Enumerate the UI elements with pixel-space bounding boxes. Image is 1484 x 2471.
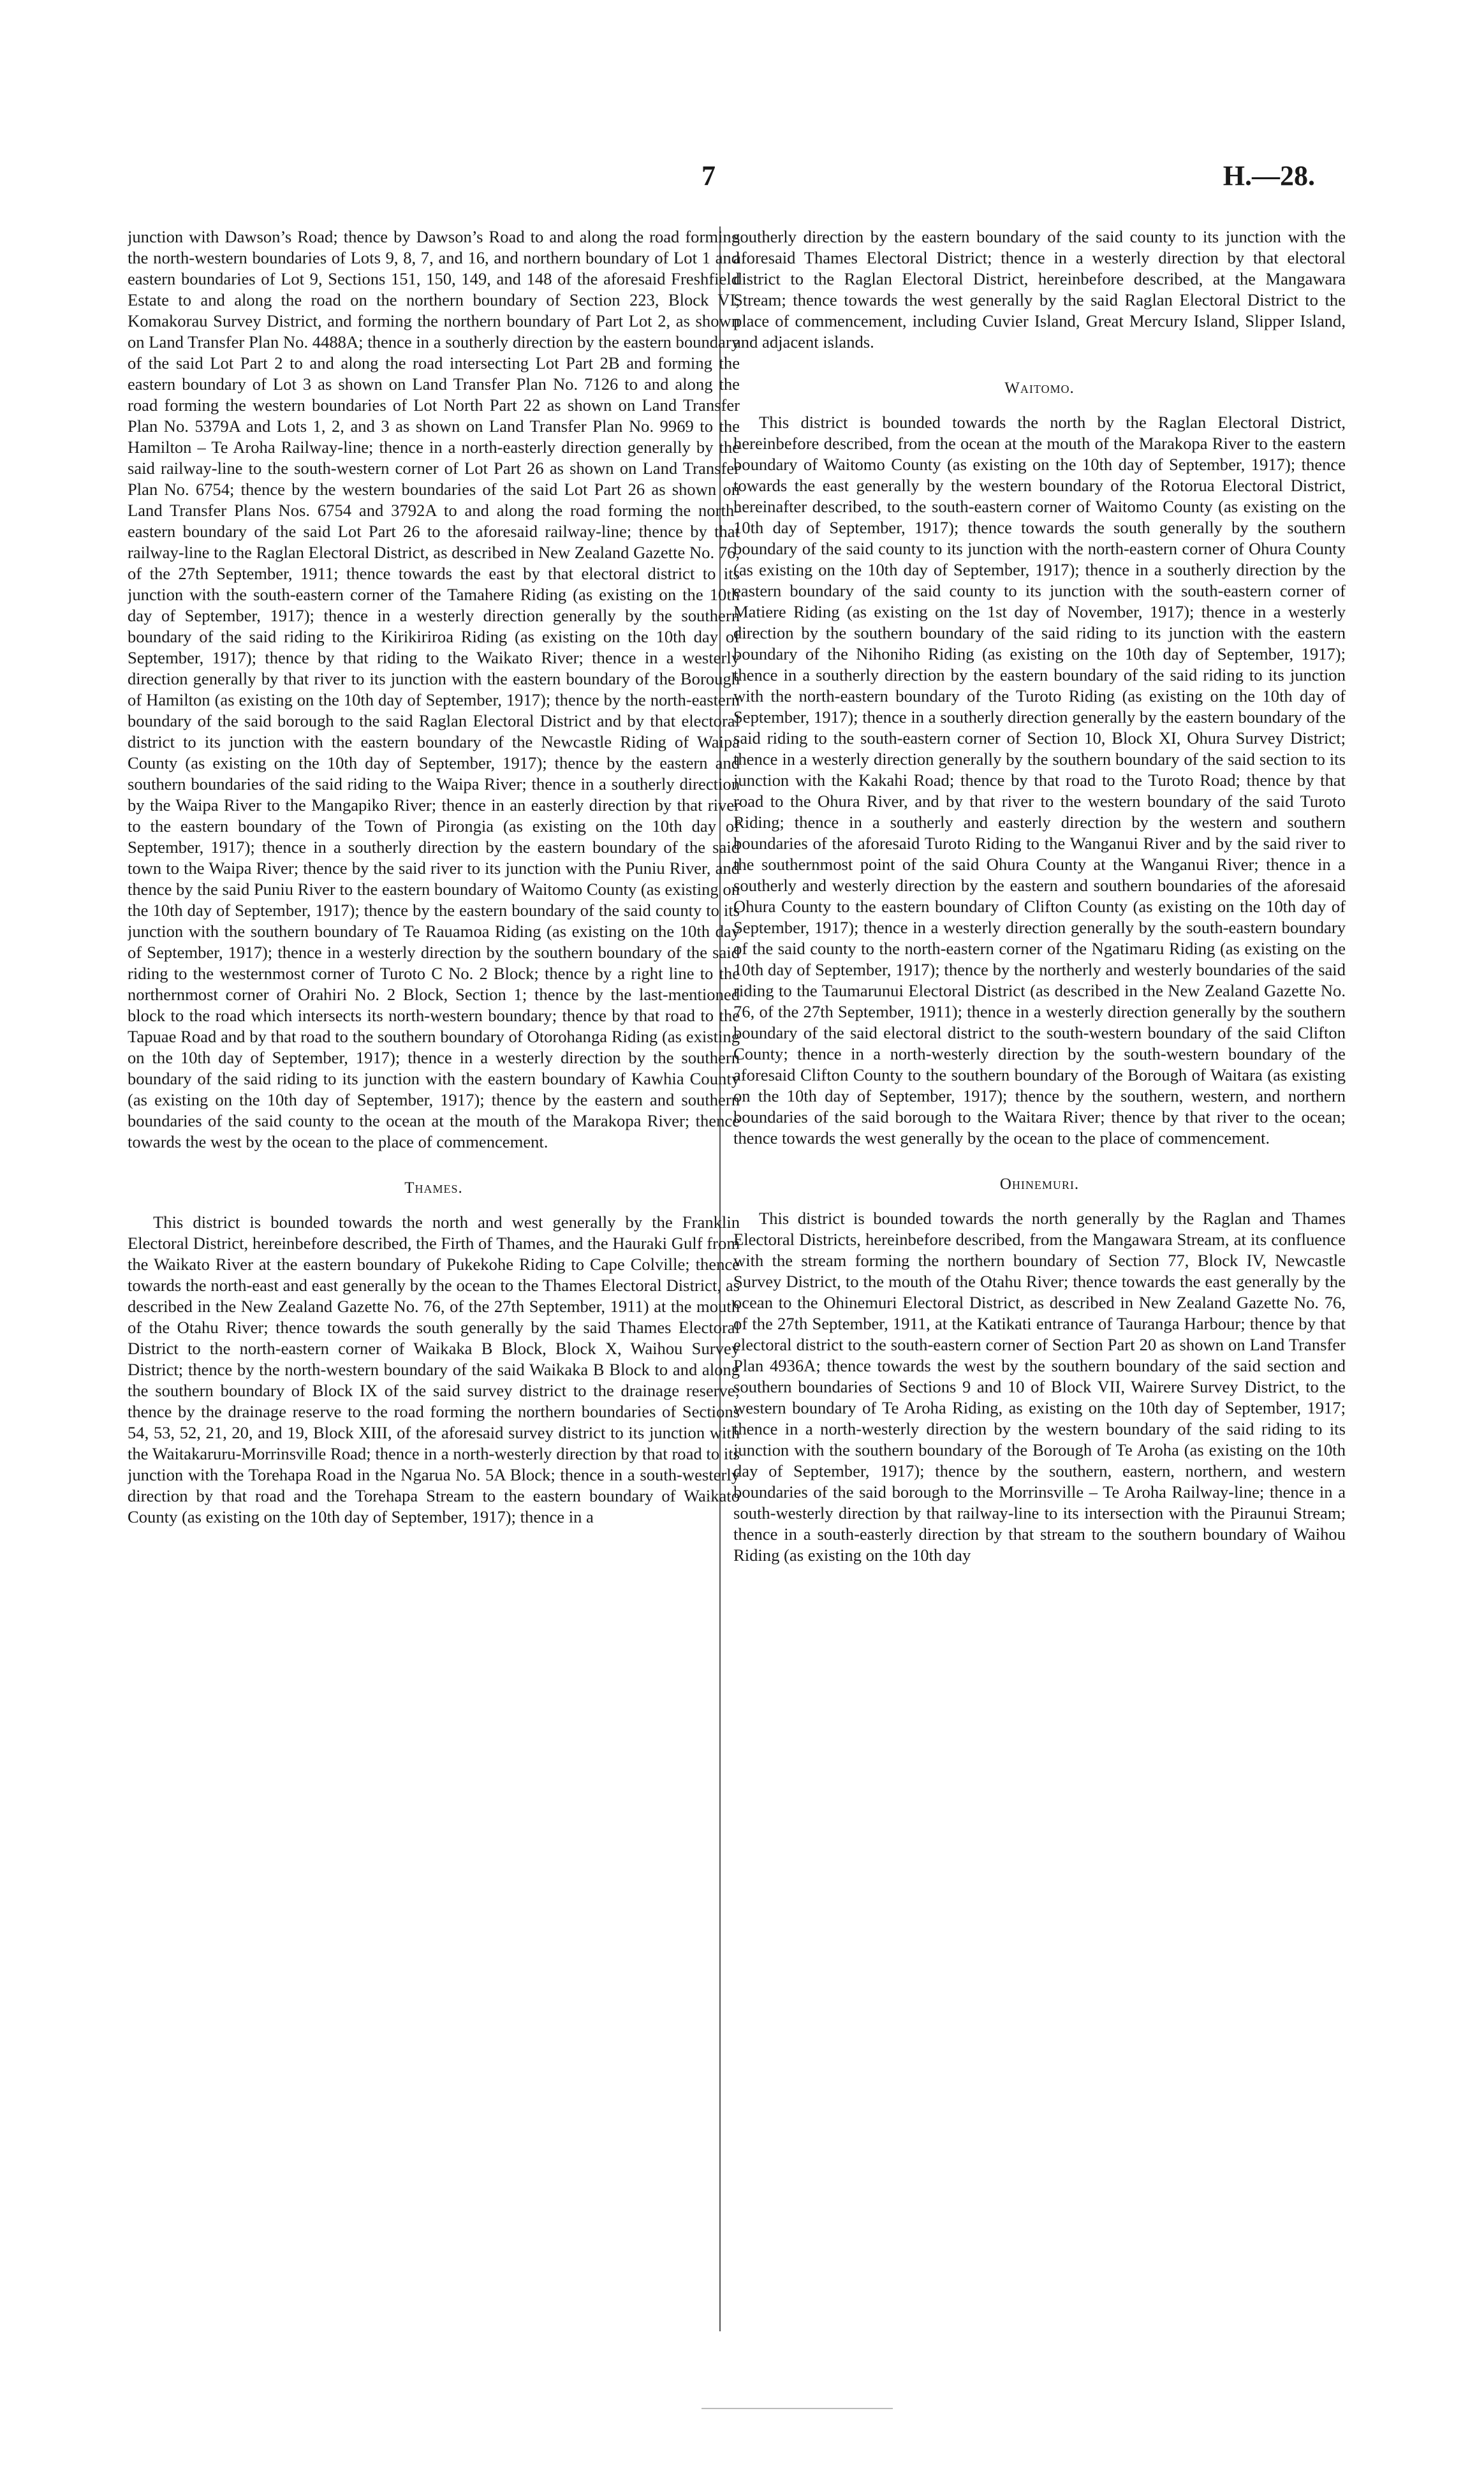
page-number: 7 [702,160,716,191]
document-reference: H.—28. [1223,160,1315,191]
paragraph-thames: This district is bounded towards the north and west generally by the Franklin Electoral District, hereinbefore described, the Firth of Thames, and the Hauraki Gulf from the Waikato River at the eastern boundary of Pukekohe Riding to Cape Colville; thence towards the north-east and east generally by the ocean to the Thames Electoral District, as described in the New Zealand Gazette No. 76, of the 27th September, 1911) at the mouth of the Otahu River; thence towards the south generally by the said Thames Electoral District to the north-eastern corner of Waikaka B Block, Block X, Waihou Survey District; thence by the north-western boundary of the said Waikaka B Block to and along the southern boundary of Block IX of the said survey district to the drainage reserve; thence by the drainage reserve to the road forming the northern boundaries of Sections 54, 53, 52, 21, 20, and 19, Block XIII, of the aforesaid survey district to its junction with the Waitakaruru-Morrinsville Road; thence in a north-westerly direction by that road to its junction with the Torehapa Road in the Ngarua No. 5A Block; thence in a south-westerly direction by that road and the Torehapa Stream to the eastern boundary of Waikato County (as existing on the 10th day of September, 1917); thence in a [128,1213,740,1527]
paragraph-ohinemuri: This district is bounded towards the north generally by the Raglan and Thames Electoral Districts, hereinbefore described, from the Mangawara Stream, at its confluence with the stream forming the northern boundary of Section 77, Block IV, Newcastle Survey District, to the mouth of the Otahu River; thence towards the east generally by the ocean to the Ohinemuri Electoral District, as described in New Zealand Gazette No. 76, of the 27th September, 1911, at the Katikati entrance of Tauranga Harbour; thence by that electoral district to the south-eastern corner of Section Part 20 as shown on Land Transfer Plan 4936A; thence towards the west by the southern boundary of the said section and southern boundaries of Sections 9 and 10 of Block VII, Wairere Survey District, to the western boundary of Te Aroha Riding, as existing on the 10th day of September, 1917; thence in a north-westerly direction by the western boundary of the said riding to its junction with the southern boundary of the Borough of Te Aroha (as existing on the 10th day of September, 1917); thence by the southern, eastern, northern, and western boundaries of the said borough to the Morrinsville – Te Aroha Railway-line; thence in a south-westerly direction by that railway-line to its intersection with the Piraunui Stream; thence in a south-easterly direction by that stream to the southern boundary of Waihou Riding (as existing on the 10th day [733,1209,1346,1565]
heading-waitomo: Waitomo. [1004,380,1075,397]
left-paragraph-continuation: junction with Dawson’s Road; thence by Dawson’s Road to and along the road forming the north-western boundaries of Lots 9, 8, 7, and 16, and northern boundary of Lot 1 and eastern boundaries of Lot 9, Sections 151, 150, 149, and 148 of the aforesaid Freshfield Estate to and along the road on the northern boundary of Section 223, Block VI, Komakorau Survey District, and forming the northern boundary of Part Lot 2, as shown on Land Transfer Plan No. 4488A; thence in a southerly direction by the eastern boundary of the said Lot Part 2 to and along the road intersecting Lot Part 2B and forming the eastern boundary of Lot 3 as shown on Land Transfer Plan No. 7126 to and along the road forming the western boundaries of Lot North Part 22 as shown on Land Transfer Plan No. 5379A and Lots 1, 2, and 3 as shown on Land Transfer Plan No. 9969 to the Hamilton – Te Aroha Railway-line; thence in a north-easterly direction generally by the said railway-line to the south-western corner of Lot Part 26 as shown on Land Transfer Plan No. 6754; thence by the western boundaries of the said Lot Part 26 as shown on Land Transfer Plans Nos. 6754 and 3792A to and along the road forming the north-eastern boundary of the said Lot Part 26 to the aforesaid railway-line; thence by that railway-line to the Raglan Electoral District, as described in New Zealand Gazette No. 76, of the 27th September, 1911; thence towards the east by that electoral district to its junction with the south-eastern corner of the Tamahere Riding (as existing on the 10th day of September, 1917); thence in a westerly direction generally by the southern boundary of the said riding to the Kirikiriroa Riding (as existing on the 10th day of September, 1917); thence by that riding to the Waikato River; thence in a westerly direction generally by that river to its junction with the eastern boundary of the Borough of Hamilton (as existing on the 10th day of September, 1917); thence by the north-eastern boundary of the said borough to the said Raglan Electoral District and by that electoral district to its junction with the eastern boundary of the Newcastle Riding of Waipa County (as existing on the 10th day of September, 1917); thence by the eastern and southern boundaries of the said riding to the Waipa River; thence in a southerly direction by the Waipa River to the Mangapiko River; thence in an easterly direction by that river to the eastern boundary of the Town of Pirongia (as existing on the 10th day of September, 1917); thence in a southerly direction by the eastern boundary of the said town to the Waipa River; thence by the said river to its junction with the Puniu River, and thence by the said Puniu River to the eastern boundary of Waitomo County (as existing on the 10th day of September, 1917); thence by the eastern boundary of the said county to its junction with the southern boundary of Te Rauamoa Riding (as existing on the 10th day of September, 1917); thence in a westerly direction by the southern boundary of the said riding to the westernmost corner of Turoto C No. 2 Block; thence by a right line to the northernmost corner of Orahiri No. 2 Block, Section 1; thence by the last-mentioned block to the road which intersects its north-western boundary; thence by that road to the Tapuae Road and by that road to the southern boundary of Otorohanga Riding (as existing on the 10th day of September, 1917); thence in a westerly direction by the southern boundary of the said riding to its junction with the eastern boundary of Kawhia County (as existing on the 10th day of September, 1917); thence by the eastern and southern boundaries of the said county to the ocean at the mouth of the Marakopa River; thence towards the west by the ocean to the place of commencement. [128,227,740,1151]
paragraph-waitomo: This district is bounded towards the north by the Raglan Electoral District, hereinbefore described, from the ocean at the mouth of the Marakopa River to the eastern boundary of Waitomo County (as existing on the 10th day of September, 1917); thence towards the east generally by the western boundary of the Rotorua Electoral District, hereinafter described, to the south-eastern corner of Waitomo County (as existing on the 10th day of September, 1917); thence towards the south generally by the southern boundary of the said county to its junction with the north-eastern corner of Ohura County (as existing on the 10th day of September, 1917); thence in a southerly direction by the eastern boundary of the said county to its junction with the south-eastern corner of Matiere Riding (as existing on the 1st day of November, 1917); thence in a westerly direction by the southern boundary of the said riding to its junction with the eastern boundary of the Nihoniho Riding (as existing on the 10th day of September, 1917); thence in a southerly direction by the eastern boundary of the said riding to its junction with the north-eastern boundary of the Turoto Riding (as existing on the 10th day of September, 1917); thence in a southerly direction generally by the eastern boundary of the said riding to the south-eastern corner of Section 10, Block XI, Ohura Survey District; thence in a westerly direction generally by the southern boundary of the said section to its junction with the Kakahi Road; thence by that road to the Turoto Road; thence by that road to the Ohura River, and by that river to the western boundary of the said Turoto Riding; thence in a southerly and easterly direction by the western and southern boundaries of the aforesaid Turoto Riding to the Wanganui River and by the said river to the southernmost point of the said Ohura County at the Wanganui River; thence in a southerly and westerly direction by the eastern and southern boundaries of the aforesaid Ohura County to the eastern boundary of Clifton County (as existing on the 10th day of September, 1917); thence in a westerly direction generally by the south-eastern boundary of the said county to the north-eastern corner of the Ngatimaru Riding (as existing on the 10th day of September, 1917); thence by the northerly and westerly boundaries of the said riding to the Taumarunui Electoral District (as described in the New Zealand Gazette No. 76, of the 27th September, 1911); thence in a westerly direction generally by the southern boundary of the said electoral district to the south-western boundary of the said Clifton County; thence in a north-westerly direction by the south-western boundary of the aforesaid Clifton County to the southern boundary of the Borough of Waitara (as existing on the 10th day of September, 1917); thence by the southern, western, and northern boundaries of the said borough to the Waitara River; thence by that river to the ocean; thence towards the west generally by the ocean to the place of commencement. [733,413,1346,1148]
footer-rule [702,2408,893,2409]
left-column [128,226,740,2379]
right-paragraph-continuation: southerly direction by the eastern boundary of the said county to its junction with the aforesaid Thames Electoral District; thence in a westerly direction by that electoral district to the Raglan Electoral District, hereinbefore described, at the Mangawara Stream; thence towards the west generally by the said Raglan Electoral District to the place of commencement, including Cuvier Island, Great Mercury Island, Slipper Island, and adjacent islands. [733,227,1346,351]
heading-ohinemuri: Ohinemuri. [999,1176,1080,1193]
heading-thames: Thames. [404,1179,463,1197]
right-column [733,226,1346,2379]
